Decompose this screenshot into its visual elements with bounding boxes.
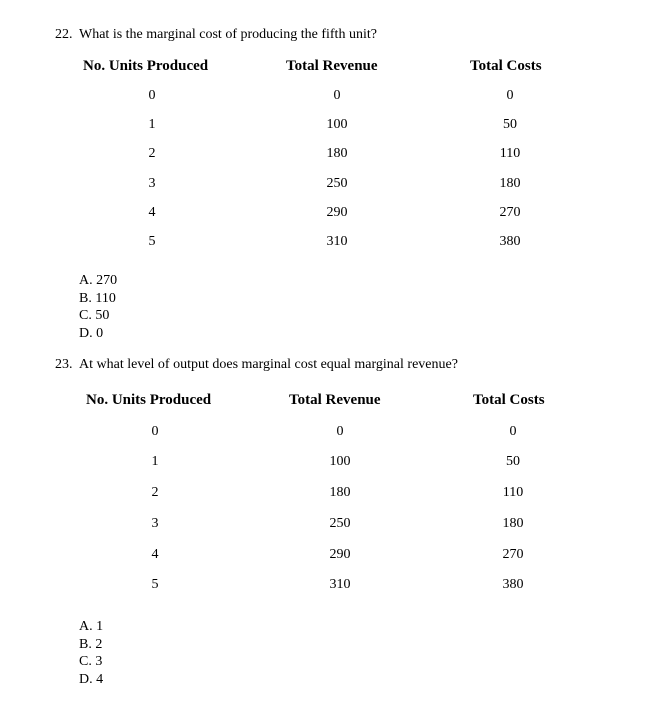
option-a: A. 1 [79, 619, 104, 634]
cell-revenue: 250 [329, 516, 351, 531]
cell-units: 3 [151, 516, 159, 531]
cell-revenue: 0 [336, 424, 344, 439]
cell-revenue: 310 [326, 234, 348, 249]
column-header-costs: Total Costs [473, 392, 545, 408]
option-b: B. 110 [79, 291, 116, 306]
option-b: B. 2 [79, 637, 103, 652]
question-number: 23. [55, 357, 73, 372]
cell-costs: 50 [506, 454, 520, 469]
cell-costs: 110 [502, 485, 524, 500]
cell-costs: 380 [502, 577, 524, 592]
option-d: D. 0 [79, 326, 104, 341]
cell-units: 5 [151, 577, 159, 592]
cell-units: 2 [151, 485, 159, 500]
cell-units: 5 [148, 234, 156, 249]
cell-revenue: 100 [326, 117, 348, 132]
cell-units: 1 [151, 454, 159, 469]
cell-costs: 380 [499, 234, 521, 249]
cell-revenue: 290 [329, 547, 351, 562]
cell-units: 3 [148, 176, 156, 191]
cell-revenue: 290 [326, 205, 348, 220]
cell-units: 4 [148, 205, 156, 220]
column-header-costs: Total Costs [470, 58, 542, 74]
question-number: 22. [55, 27, 73, 42]
column-header-units: No. Units Produced [83, 58, 209, 74]
question-text: At what level of output does marginal cost equal marginal revenue? [79, 357, 458, 372]
option-c: C. 3 [79, 654, 103, 669]
cell-costs: 50 [503, 117, 517, 132]
option-a: A. 270 [79, 273, 118, 288]
cell-revenue: 100 [329, 454, 351, 469]
cell-revenue: 250 [326, 176, 348, 191]
column-header-units: No. Units Produced [86, 392, 212, 408]
cell-units: 0 [151, 424, 159, 439]
cell-revenue: 180 [326, 146, 348, 161]
cell-units: 0 [148, 88, 156, 103]
question-text: What is the marginal cost of producing the fifth unit? [79, 27, 377, 42]
cell-costs: 270 [502, 547, 524, 562]
cell-costs: 180 [502, 516, 524, 531]
cell-units: 4 [151, 547, 159, 562]
cell-revenue: 0 [333, 88, 341, 103]
cell-costs: 180 [499, 176, 521, 191]
option-d: D. 4 [79, 672, 104, 687]
cell-costs: 270 [499, 205, 521, 220]
cell-units: 1 [148, 117, 156, 132]
column-header-revenue: Total Revenue [286, 58, 378, 74]
cell-units: 2 [148, 146, 156, 161]
column-header-revenue: Total Revenue [289, 392, 381, 408]
cell-costs: 0 [506, 88, 514, 103]
cell-revenue: 180 [329, 485, 351, 500]
cell-revenue: 310 [329, 577, 351, 592]
option-c: C. 50 [79, 308, 110, 323]
cell-costs: 0 [509, 424, 517, 439]
cell-costs: 110 [499, 146, 521, 161]
